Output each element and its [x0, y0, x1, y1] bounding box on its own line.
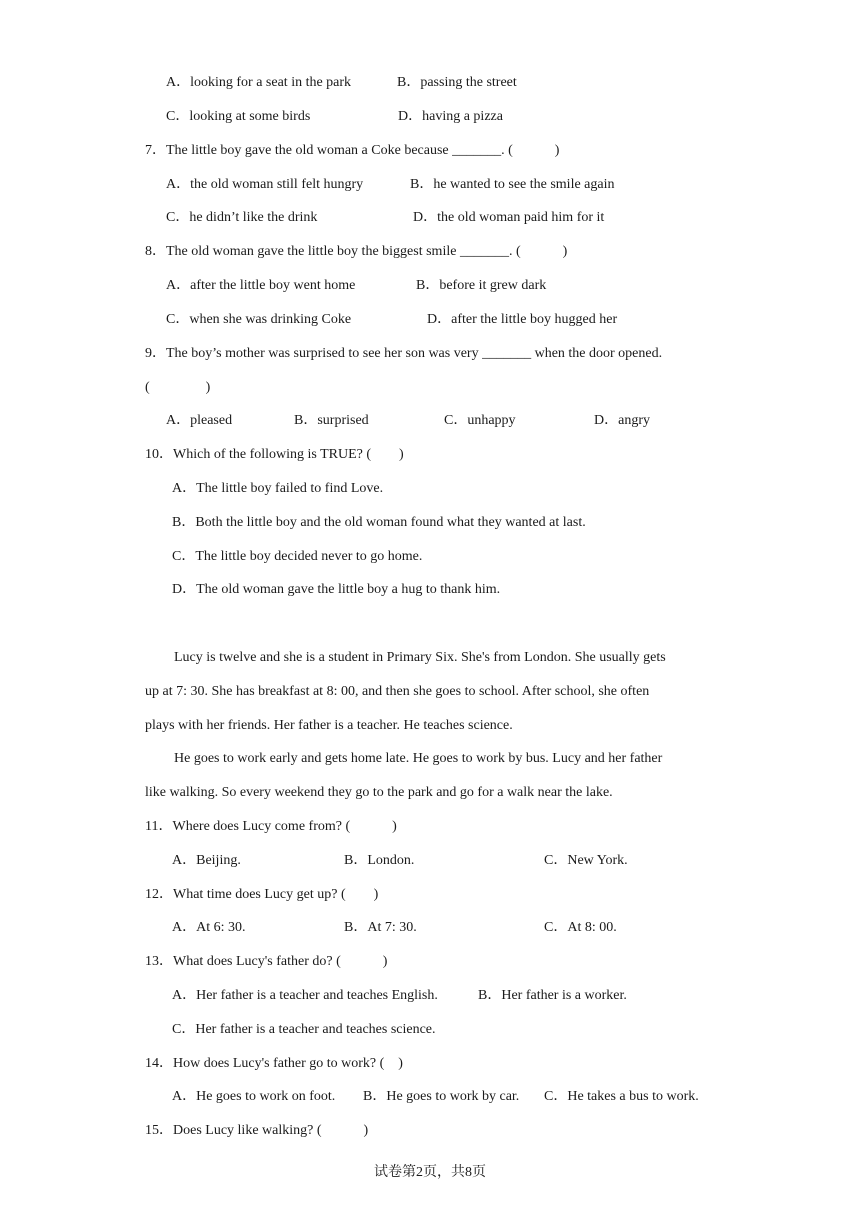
q10-option-d: D．The old woman gave the little boy a hug to thank him.: [172, 582, 501, 597]
q6-option-a: A．looking for a seat in the park: [166, 75, 352, 90]
q14-option-c: C．He takes a bus to work.: [544, 1089, 699, 1104]
q13-option-c: C．Her father is a teacher and teaches science.: [172, 1022, 436, 1037]
q9-option-d: D．angry: [594, 413, 650, 428]
q6-option-c: C．looking at some birds: [166, 109, 311, 124]
q8-stem: 8．The old woman gave the little boy the biggest smile _______. ( ): [145, 244, 568, 259]
passage-line-1: Lucy is twelve and she is a student in Primary Six. She's from London. She usually gets: [174, 650, 666, 665]
passage-line-4: He goes to work early and gets home late. He goes to work by bus. Lucy and her father: [174, 751, 663, 766]
q12-stem: 12．What time does Lucy get up? ( ): [145, 887, 379, 902]
q13-stem: 13．What does Lucy's father do? ( ): [145, 954, 388, 969]
q7-option-d: D．the old woman paid him for it: [413, 210, 605, 225]
passage-line-2: up at 7: 30. She has breakfast at 8: 00, and then she goes to school. After school, she often: [145, 684, 650, 699]
q15-stem: 15．Does Lucy like walking? ( ): [145, 1123, 369, 1138]
q10-option-b: B．Both the little boy and the old woman found what they wanted at last.: [172, 515, 586, 530]
passage-line-5: like walking. So every weekend they go to the park and go for a walk near the lake.: [145, 785, 613, 800]
q8-option-d: D．after the little boy hugged her: [427, 312, 618, 327]
q9-option-a: A．pleased: [166, 413, 233, 428]
q12-option-a: A．At 6: 30.: [172, 920, 246, 935]
q13-option-a: A．Her father is a teacher and teaches English.: [172, 988, 438, 1003]
passage-line-3: plays with her friends. Her father is a teacher. He teaches science.: [145, 718, 513, 733]
q6-option-b: B．passing the street: [397, 75, 517, 90]
q11-option-c: C．New York.: [544, 853, 628, 868]
q10-option-a: A．The little boy failed to find Love.: [172, 481, 384, 496]
q14-option-a: A．He goes to work on foot.: [172, 1089, 336, 1104]
q7-option-a: A．the old woman still felt hungry: [166, 177, 364, 192]
page-footer: 试卷第2页，共8页: [374, 1165, 486, 1180]
q7-option-c: C．he didn’t like the drink: [166, 210, 318, 225]
q8-option-c: C．when she was drinking Coke: [166, 312, 352, 327]
q12-option-b: B．At 7: 30.: [344, 920, 417, 935]
q11-stem: 11．Where does Lucy come from? ( ): [145, 819, 397, 834]
q12-option-c: C．At 8: 00.: [544, 920, 617, 935]
q6-option-d: D．having a pizza: [398, 109, 503, 124]
q9-option-c: C．unhappy: [444, 413, 516, 428]
q13-option-b: B．Her father is a worker.: [478, 988, 627, 1003]
q14-stem: 14．How does Lucy's father go to work? ( ): [145, 1056, 403, 1071]
q11-option-a: A．Beijing.: [172, 853, 241, 868]
q8-option-a: A．after the little boy went home: [166, 278, 356, 293]
q10-option-c: C．The little boy decided never to go home.: [172, 549, 423, 564]
q14-option-b: B．He goes to work by car.: [363, 1089, 520, 1104]
q10-stem: 10．Which of the following is TRUE? ( ): [145, 447, 404, 462]
q9-stem: 9．The boy’s mother was surprised to see her son was very _______ when the door opened.: [145, 346, 663, 361]
q9-option-b: B．surprised: [294, 413, 369, 428]
q8-option-b: B．before it grew dark: [416, 278, 547, 293]
q9-answer-bracket: ( ): [145, 380, 211, 395]
q7-option-b: B．he wanted to see the smile again: [410, 177, 615, 192]
q7-stem: 7．The little boy gave the old woman a Coke because _______. ( ): [145, 143, 560, 158]
q11-option-b: B．London.: [344, 853, 415, 868]
